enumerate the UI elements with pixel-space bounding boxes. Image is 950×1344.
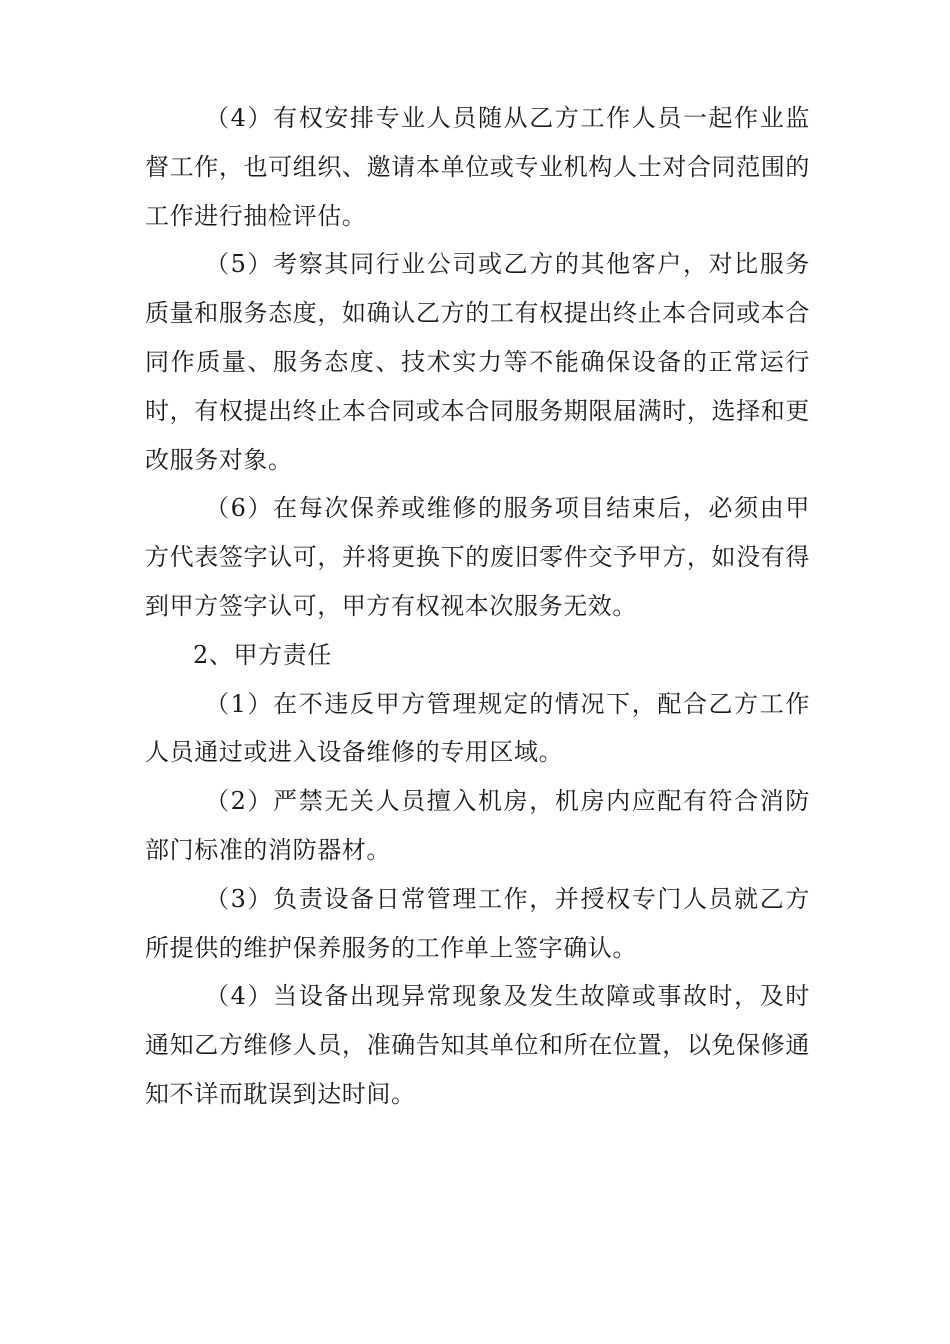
section-heading: 2、甲方责任: [193, 640, 332, 669]
paragraph-sign-6: （6）在每次保养或维修的服务项目结束后，必须由甲方代表签字认可，并将更换下的废旧零件交予甲方，如没有得到甲方签字认可，甲方有权视本次服务无效。: [145, 494, 810, 620]
duty-item-4: （4）当设备出现异常现象及发生故障或事故时，及时通知乙方维修人员，准确告知其单位和所在位置，以免保修通知不详而耽误到达时间。: [145, 982, 810, 1108]
duty-item-1: （1）在不违反甲方管理规定的情况下，配合乙方工作人员通过或进入设备维修的专用区域。: [145, 689, 810, 767]
paragraph-inspect-5: （5）考察其同行业公司或乙方的其他客户，对比服务质量和服务态度，如确认乙方的工有权提出终止本合同或本合同作质量、服务态度、技术实力等不能确保设备的正常运行时，有权提出终止本合同或本合同服务期限届满时，选择和更改服务对象。: [145, 250, 810, 474]
paragraph-rights-4: （4）有权安排专业人员随从乙方工作人员一起作业监督工作，也可组织、邀请本单位或专业机构人士对合同范围的工作进行抽检评估。: [145, 104, 810, 230]
duty-item-2: （2）严禁无关人员擅入机房，机房内应配有符合消防部门标准的消防器材。: [145, 787, 810, 864]
duty-item-3: （3）负责设备日常管理工作，并授权专门人员就乙方所提供的维护保养服务的工作单上签字确认。: [145, 884, 810, 962]
document-body: [145, 94, 810, 1119]
